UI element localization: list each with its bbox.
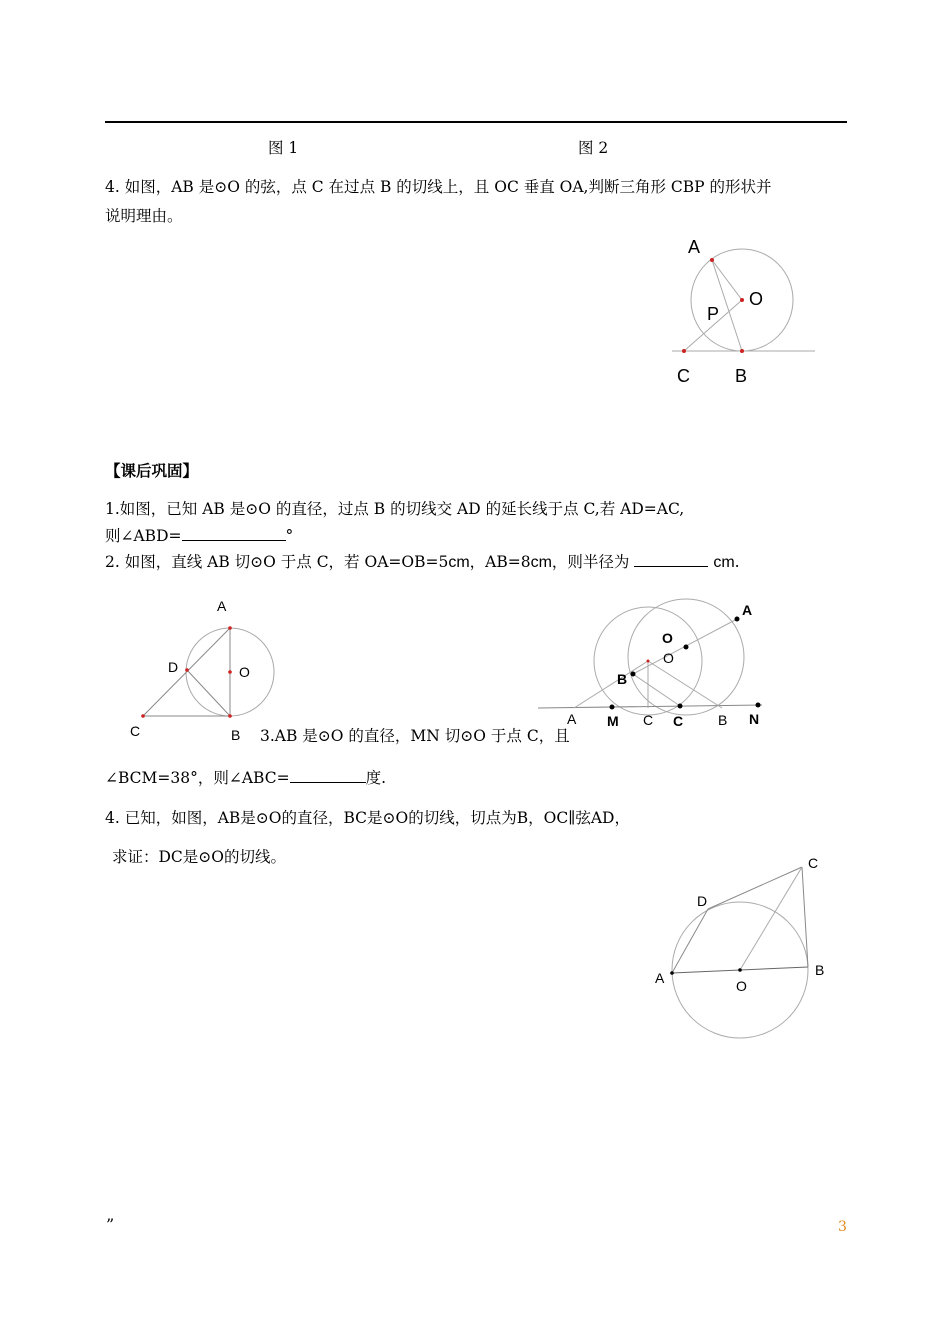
- question-1-prefix: 则∠ABD=: [105, 527, 182, 545]
- label-c-bold: C: [673, 713, 684, 729]
- question-4a-line-2: 说明理由。: [105, 207, 183, 225]
- footer-mark: ”: [106, 1215, 115, 1234]
- question-2-line: [105, 550, 740, 572]
- question-4b-line-2: 求证：DC是⊙O的切线。: [112, 848, 286, 866]
- question-4a-line-1: 4. 如图，AB 是⊙O 的弦，点 C 在过点 B 的切线上，且 OC 垂直 OA,判断三角形 CBP 的形状并: [105, 178, 772, 196]
- segment-ad: [672, 909, 708, 973]
- question-2-end: .: [734, 553, 740, 571]
- point-b: [740, 349, 744, 353]
- question-2-prefix: 2. 如图，直线 AB 切⊙O 于点 C，若 OA=OB=5: [105, 553, 449, 571]
- question-1-line-1: 1.如图，已知 AB 是⊙O 的直径，过点 B 的切线交 AD 的延长线于点 C,若 AD=AC,: [105, 500, 685, 518]
- question-2-3-figure: [530, 580, 770, 730]
- point-b: [228, 714, 232, 718]
- label-n: N: [749, 711, 760, 727]
- answer-blank-radius[interactable]: [634, 552, 708, 567]
- label-c: C: [643, 712, 654, 728]
- label-m: M: [607, 713, 619, 729]
- point-a: [670, 971, 674, 975]
- section-title: 【课后巩固】: [105, 461, 199, 480]
- label-c: C: [130, 723, 141, 739]
- question-3-line-1: 3.AB 是⊙O 的直径，MN 切⊙O 于点 C，且: [260, 727, 570, 745]
- label-b: B: [815, 962, 825, 978]
- question-3-line-2: [105, 766, 386, 788]
- point-b-bold: [631, 672, 636, 677]
- figure-2-caption: 图 2: [578, 139, 609, 157]
- label-p: P: [707, 304, 720, 324]
- segment-oc: [740, 867, 802, 970]
- line-mn: [538, 705, 762, 708]
- unit-cm-3: cm: [713, 554, 735, 571]
- point-a: [710, 258, 714, 262]
- segment-bc: [802, 867, 808, 967]
- degree-sign: °: [285, 527, 294, 545]
- question-4a-figure: [660, 230, 830, 385]
- answer-blank-abd[interactable]: [182, 526, 286, 541]
- question-3-prefix: ∠BCM=38°，则∠ABC=: [105, 769, 290, 787]
- label-a: A: [655, 970, 665, 986]
- label-a: A: [688, 237, 701, 257]
- page-number: 3: [838, 1219, 847, 1235]
- point-o-small: [647, 660, 650, 663]
- label-o-bold: O: [662, 630, 673, 646]
- point-m: [610, 705, 615, 710]
- label-b: B: [718, 712, 728, 728]
- point-o: [228, 670, 232, 674]
- label-a-top: A: [742, 602, 753, 618]
- point-o-bold: [684, 645, 689, 650]
- label-o: O: [736, 978, 747, 994]
- label-b: B: [735, 366, 748, 386]
- figure-1-caption: 图 1: [268, 139, 299, 157]
- point-n: [756, 703, 761, 708]
- label-d: D: [697, 893, 708, 909]
- label-a: A: [217, 598, 227, 614]
- question-1-line-2: [105, 524, 293, 546]
- label-d: D: [168, 659, 179, 675]
- label-b: B: [231, 727, 241, 743]
- label-b-bold: B: [617, 671, 628, 687]
- point-c-bold: [678, 704, 683, 709]
- circle-large: [628, 599, 744, 715]
- segment-db: [187, 670, 230, 716]
- question-2-suffix: ，则半径为: [551, 553, 630, 571]
- label-a: A: [567, 711, 577, 727]
- point-a: [228, 626, 232, 630]
- label-c: C: [808, 855, 819, 871]
- question-4b-line-1: 4. 已知，如图，AB是⊙O的直径，BC是⊙O的切线，切点为B，OC∥弦AD，: [105, 809, 630, 827]
- answer-blank-abc[interactable]: [290, 768, 366, 783]
- line-bc: [633, 674, 680, 706]
- point-c: [682, 349, 686, 353]
- point-c: [141, 714, 145, 718]
- point-a-top: [735, 617, 740, 622]
- question-3-suffix: 度.: [365, 769, 386, 787]
- question-2-mid: ，AB=8: [469, 553, 531, 571]
- label-c: C: [677, 366, 690, 386]
- label-o: O: [663, 650, 674, 666]
- segment-ac: [143, 628, 230, 716]
- point-o: [740, 298, 744, 302]
- question-1-figure: [125, 595, 285, 743]
- label-o: O: [239, 664, 250, 680]
- segment-ao: [712, 260, 742, 300]
- point-d: [185, 668, 189, 672]
- unit-cm-2: cm: [530, 554, 552, 571]
- unit-cm-1: cm: [448, 554, 470, 571]
- segment-dc: [708, 867, 802, 909]
- point-o: [738, 968, 742, 972]
- question-4b-figure: [645, 850, 835, 1045]
- top-rule: [105, 121, 847, 123]
- label-o: O: [749, 289, 764, 309]
